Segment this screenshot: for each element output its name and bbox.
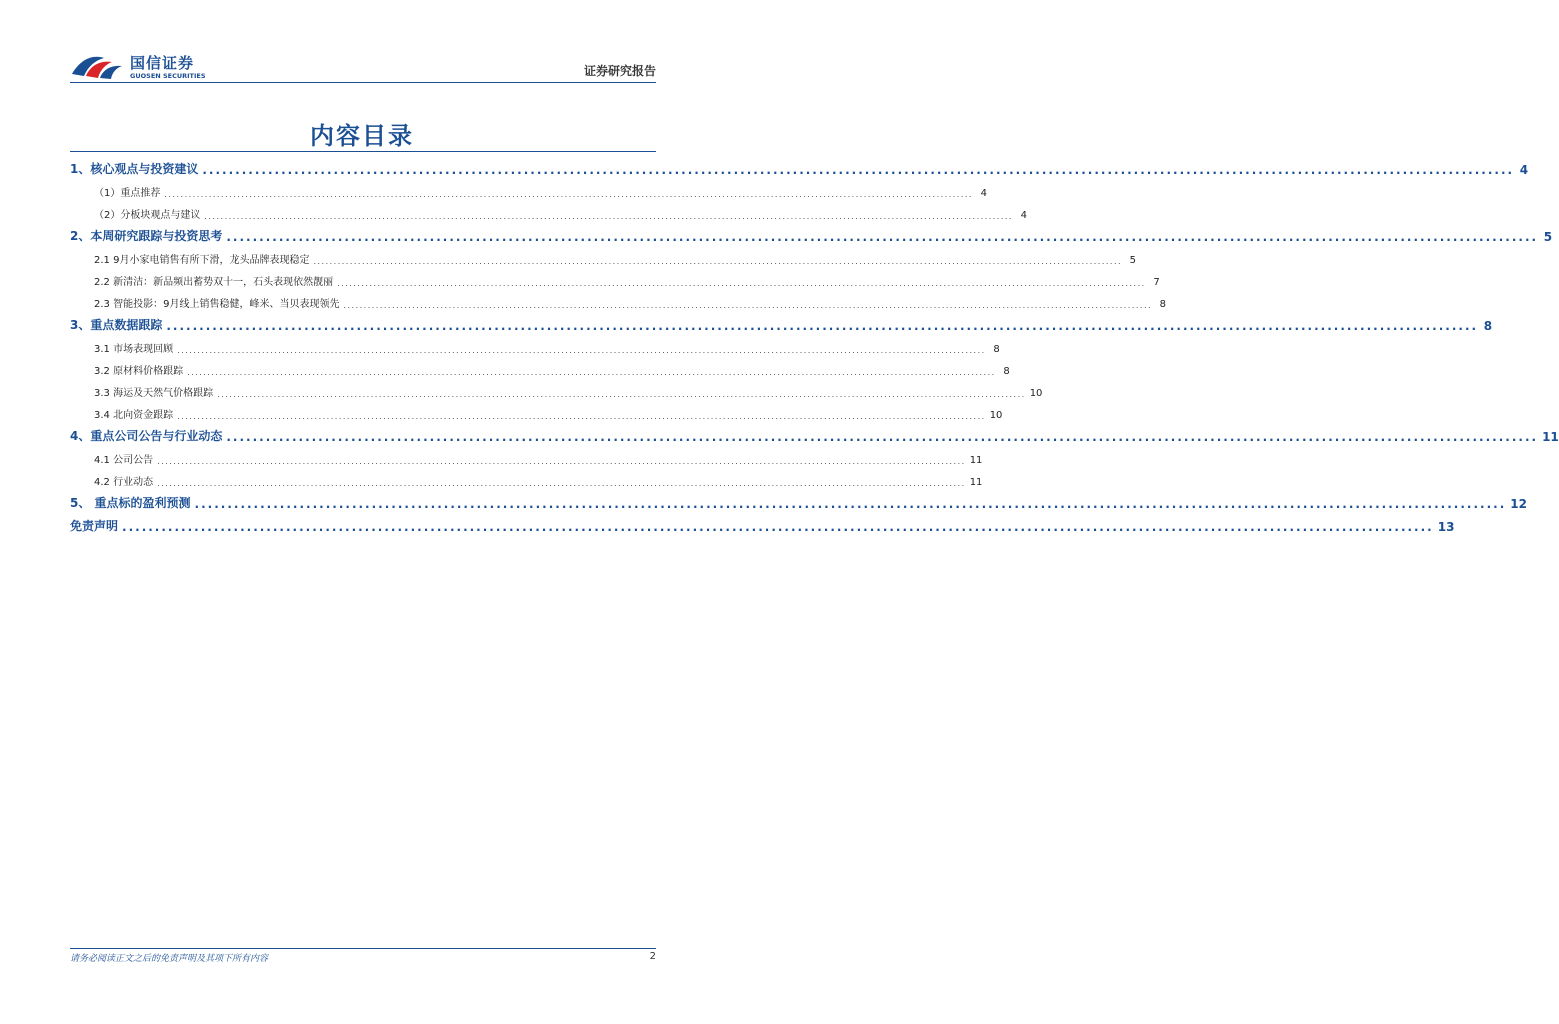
report-type-label: 证券研究报告 — [583, 64, 656, 78]
toc-dot-leader: ........................................................................................................................................................................................................ — [166, 319, 1479, 333]
footer-divider — [70, 948, 656, 949]
toc-entry-page: 4 — [980, 188, 987, 199]
toc-entry-label: 4.2 行业动态 — [94, 477, 154, 488]
toc-entry-page: 8 — [1483, 319, 1493, 333]
footer-disclaimer: 请务必阅读正文之后的免责声明及其项下所有内容 — [70, 954, 269, 964]
toc-entry-page: 10 — [1029, 388, 1043, 399]
toc-entry-label: 3.2 原材料价格跟踪 — [94, 366, 184, 377]
toc-entry-page: 4 — [1519, 163, 1529, 177]
toc-dot-leader: ........................................................................................................................................................................................................ — [204, 212, 1013, 221]
toc-dot-leader: ........................................................................................................................................................................................................ — [217, 390, 1026, 399]
toc-entry-label: 1、核心观点与投资建议 — [70, 162, 199, 176]
toc-entry-page: 4 — [1020, 210, 1027, 221]
toc-entry[interactable] — [70, 244, 1137, 266]
toc-dot-leader: ........................................................................................................................................................................................................ — [194, 497, 1507, 511]
toc-entry[interactable] — [70, 444, 983, 466]
toc-dot-leader: ........................................................................................................................................................................................................ — [177, 412, 986, 421]
toc-entry-page: 11 — [969, 477, 983, 488]
toc-entry[interactable] — [70, 377, 1043, 399]
logo-english-name: GUOSEN SECURITIES — [130, 72, 206, 80]
toc-entry-page: 8 — [993, 344, 1000, 355]
header-divider — [70, 82, 656, 83]
toc-entry[interactable] — [70, 355, 1010, 377]
toc-entry-page: 13 — [1437, 520, 1455, 534]
toc-entry-page: 12 — [1510, 497, 1527, 511]
toc-entry[interactable] — [70, 488, 1527, 511]
toc-entry[interactable] — [70, 221, 1553, 244]
toc-entry[interactable] — [70, 399, 1003, 421]
toc-dot-leader: ........................................................................................................................................................................................................ — [177, 346, 986, 355]
toc-dot-leader: ........................................................................................................................................................................................................ — [226, 430, 1539, 444]
logo-chinese-name: 国信证券 — [130, 54, 195, 72]
toc-entry[interactable] — [70, 199, 1027, 221]
toc-entry-page: 5 — [1129, 255, 1137, 266]
toc-entry-label: 2、本周研究跟踪与投资思考 — [70, 229, 223, 243]
toc-entry[interactable] — [70, 511, 1455, 534]
toc-entry-label: （1）重点推荐 — [94, 188, 161, 199]
toc-entry[interactable] — [70, 333, 1000, 355]
page-number: 2 — [649, 951, 656, 962]
toc-entry[interactable] — [70, 266, 1160, 288]
toc-entry-label: （2）分板块观点与建议 — [94, 210, 201, 221]
toc-dot-leader: ........................................................................................................................................................................................................ — [157, 457, 966, 466]
toc-entry-page: 11 — [969, 455, 983, 466]
toc-entry[interactable] — [70, 177, 987, 199]
toc-entry-label: 2.1 9月小家电销售有所下滑，龙头品牌表现稳定 — [94, 255, 310, 266]
toc-dot-leader: ........................................................................................................................................................................................................ — [122, 520, 1434, 534]
toc-dot-leader: ........................................................................................................................................................................................................ — [337, 279, 1146, 288]
toc-entry-page: 5 — [1543, 230, 1553, 244]
toc-dot-leader: ........................................................................................................................................................................................................ — [313, 257, 1123, 266]
toc-dot-leader: ........................................................................................................................................................................................................ — [164, 190, 973, 199]
guosen-logo — [70, 48, 270, 84]
toc-entry-label: 4、重点公司公告与行业动态 — [70, 429, 223, 443]
toc-entry-label: 2.3 智能投影：9月线上销售稳健，峰米、当贝表现领先 — [94, 299, 340, 310]
toc-dot-leader: ........................................................................................................................................................................................................ — [202, 163, 1515, 177]
toc-entry-label: 免责声明 — [70, 519, 119, 533]
toc-title-divider — [70, 151, 656, 152]
toc-entry-label: 3.3 海运及天然气价格跟踪 — [94, 388, 214, 399]
toc-entry[interactable] — [70, 466, 983, 488]
toc-entry[interactable] — [70, 310, 1493, 333]
toc-entry-page: 10 — [989, 410, 1003, 421]
table-of-contents — [70, 154, 1559, 534]
toc-entry-label: 2.2 新清洁：新品频出蓄势双十一，石头表现依然靓丽 — [94, 277, 334, 288]
toc-entry[interactable] — [70, 421, 1559, 444]
toc-entry-label: 5、 重点标的盈利预测 — [70, 496, 191, 510]
toc-entry[interactable] — [70, 288, 1167, 310]
toc-entry-page: 8 — [1003, 366, 1010, 377]
toc-entry-page: 8 — [1159, 299, 1167, 310]
toc-title: 内容目录 — [310, 122, 414, 150]
toc-dot-leader: ........................................................................................................................................................................................................ — [157, 479, 966, 488]
toc-entry-label: 3、重点数据跟踪 — [70, 318, 163, 332]
toc-entry-label: 3.1 市场表现回顾 — [94, 344, 174, 355]
toc-entry-label: 4.1 公司公告 — [94, 455, 154, 466]
toc-entry[interactable] — [70, 154, 1529, 177]
toc-dot-leader: ........................................................................................................................................................................................................ — [226, 230, 1539, 244]
toc-dot-leader: ........................................................................................................................................................................................................ — [343, 301, 1153, 310]
guosen-logo-icon — [70, 52, 124, 80]
toc-entry-page: 11 — [1542, 430, 1559, 444]
toc-entry-label: 3.4 北向资金跟踪 — [94, 410, 174, 421]
toc-entry-page: 7 — [1153, 277, 1160, 288]
toc-dot-leader: ........................................................................................................................................................................................................ — [187, 368, 996, 377]
